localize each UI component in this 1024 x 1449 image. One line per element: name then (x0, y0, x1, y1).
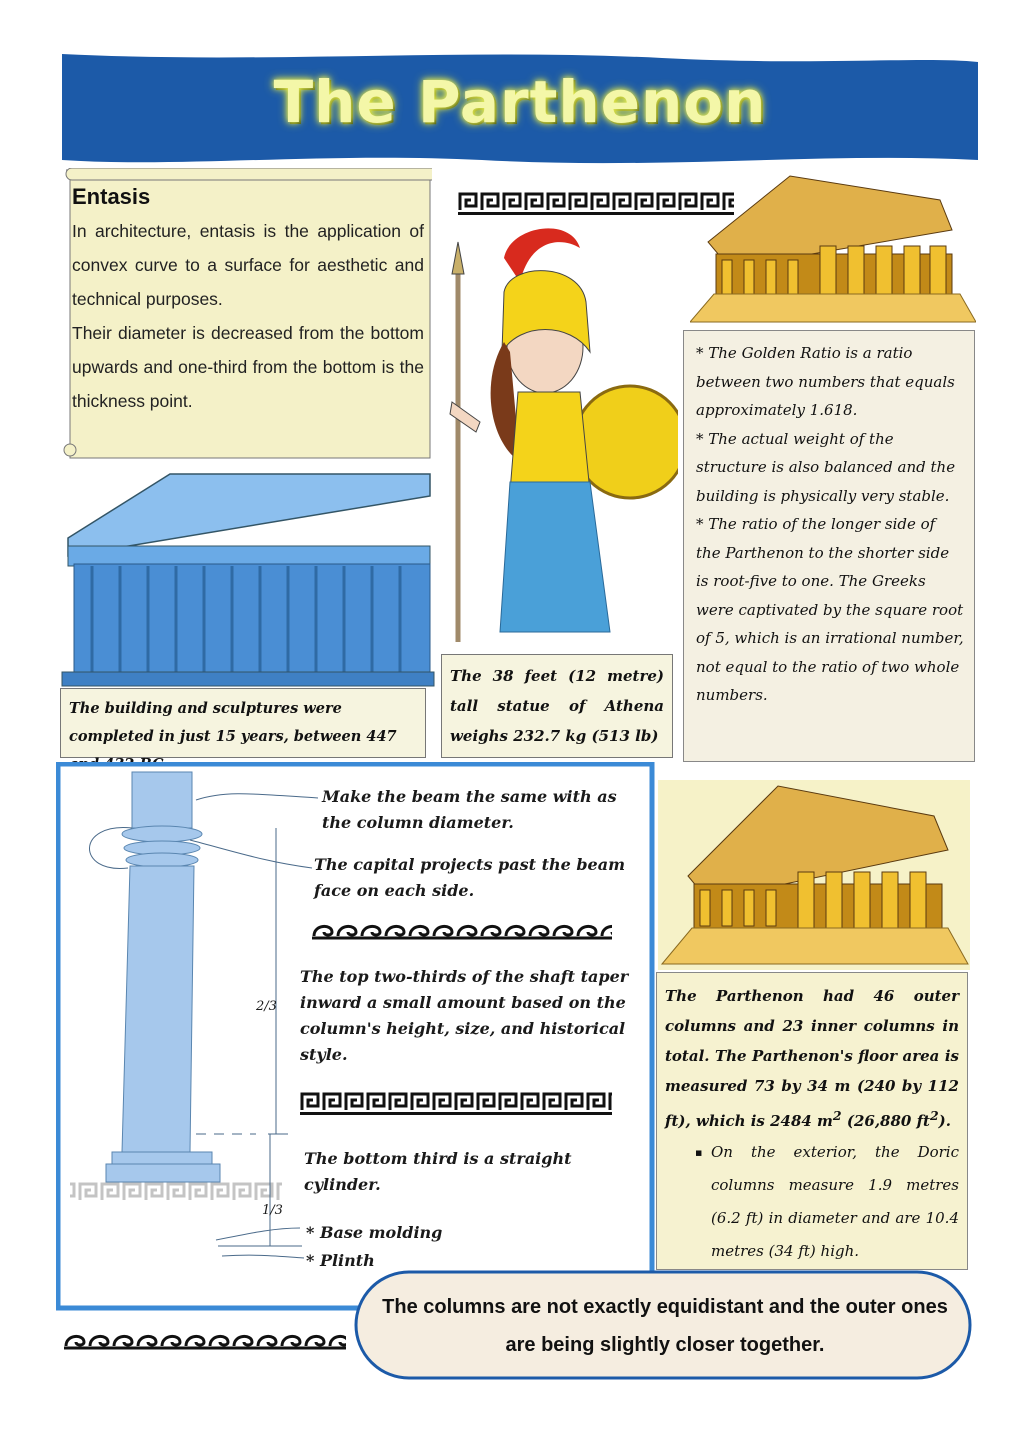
blue-temple-illustration (60, 466, 436, 688)
columns-info-text-part3: ). (938, 1112, 951, 1130)
entasis-panel (72, 184, 424, 418)
area-sup-2: 2 (929, 1108, 939, 1123)
columns-info-text-part1: The Parthenon had 46 outer columns and 23 inner columns in total. The Parthenon's floor area is measured 73 by 34 m (240 by 112 ft), which is 2484 m (665, 987, 959, 1130)
facts-panel (683, 330, 975, 762)
columns-info-text (665, 981, 959, 1136)
wave-border-bottom (64, 1328, 346, 1358)
weight-fact: * The actual weight of the structure is also balanced and the building is physically very stable. (696, 429, 956, 505)
ratio-fact: * The ratio of the longer side of the Parthenon to the shorter side is root-five to one. The Greeks were captivated by the square root of 5, which is an irrational number, not equal to the ratio of two whole numbers. (696, 515, 964, 704)
closing-statement: The columns are not exactly equidistant and the outer ones are being slightly closer together. (382, 1296, 948, 1356)
gold-temple-top-illustration (690, 172, 976, 330)
plinth-label: * Plinth (306, 1251, 375, 1270)
capital-note: The capital projects past the beam face on each side. (314, 855, 625, 900)
greek-key-border-middle (300, 1090, 612, 1116)
statue-caption: The 38 feet (12 metre) tall statue of Athena weighs 232.7 kg (513 lb) (441, 654, 673, 758)
two-thirds-label: 2/3 (256, 999, 277, 1014)
columns-info-text-part2: (26,880 ft (841, 1112, 930, 1130)
entasis-paragraph-1: In architecture, entasis is the application of convex curve to a surface for aesthetic and technical purposes. (72, 221, 424, 309)
bottom-note: The bottom third is a straight cylinder. (304, 1149, 572, 1194)
entasis-paragraph-2: Their diameter is decreased from the bottom upwards and one-third from the bottom is the thickness point. (72, 323, 424, 411)
doric-columns-bullet: ▪ On the exterior, the Doric columns measure 1.9 metres (6.2 ft) in diameter and are 10.4 metres (34 ft) high. (665, 1136, 959, 1268)
beam-note: Make the beam the same with as the column diameter. (322, 787, 617, 832)
page-title: The Parthenon (273, 68, 767, 136)
shaft-note: The top two-thirds of the shaft taper inward a small amount based on the column's height, size, and historical style. (300, 967, 629, 1064)
wave-border-1 (312, 918, 612, 944)
base-molding-label: * Base molding (306, 1223, 443, 1242)
building-caption: The building and sculptures were completed in just 15 years, between 447 (60, 688, 426, 758)
columns-info-panel (656, 972, 968, 1270)
one-third-label: 1/3 (262, 1203, 283, 1218)
area-sup-1: 2 (832, 1108, 842, 1123)
golden-ratio-fact: * The Golden Ratio is a ratio between two numbers that equals approximately 1.618. (696, 344, 955, 419)
athena-illustration (440, 222, 678, 646)
gold-temple-bottom-illustration (658, 780, 970, 970)
entasis-heading: Entasis (72, 184, 151, 209)
